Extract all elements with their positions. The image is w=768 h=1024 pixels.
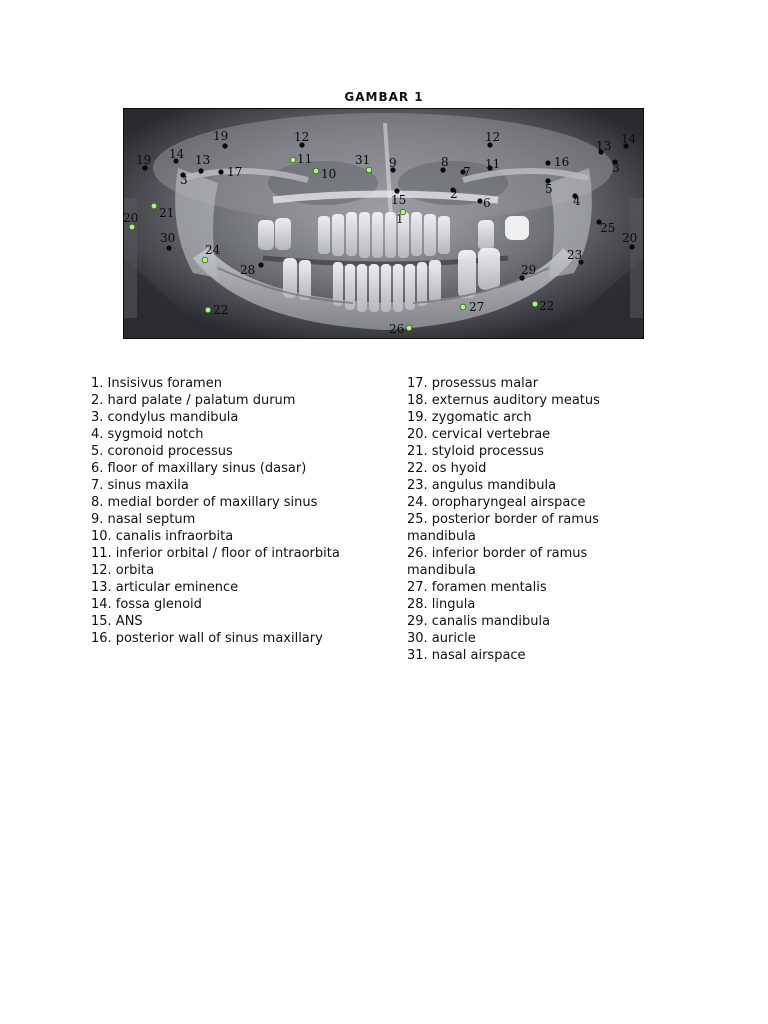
landmark-number: 15: [391, 193, 407, 207]
landmark-number: 10: [321, 167, 337, 181]
landmark-dot: [129, 224, 135, 230]
landmark-number: 20: [622, 231, 638, 245]
legend-item: 2. hard palate / palatum durum: [91, 393, 296, 408]
legend-item: 5. coronoid processus: [91, 444, 233, 459]
legend-item: 23. angulus mandibula: [407, 478, 557, 493]
landmark-number: 25: [600, 221, 616, 235]
landmark-number: 6: [483, 196, 491, 210]
legend-item: 18. externus auditory meatus: [407, 393, 600, 408]
landmark-number: 19: [136, 153, 152, 167]
landmark-number: 13: [195, 153, 211, 167]
landmark-number: 20: [123, 211, 139, 225]
landmark-dot: [198, 168, 203, 173]
legend-item: 24. oropharyngeal airspace: [407, 495, 586, 510]
xray-image: [123, 108, 644, 339]
legend-item: 19. zygomatic arch: [407, 410, 532, 425]
legend-item: 21. styloid processus: [407, 444, 544, 459]
legend-item: 26. inferior border of ramus mandibula: [407, 546, 588, 578]
landmark-dot: [205, 307, 211, 313]
landmark-dot: [460, 304, 466, 310]
landmark-dot: [313, 168, 319, 174]
legend-item: 9. nasal septum: [91, 512, 196, 527]
landmark-number: 12: [485, 130, 501, 144]
legend-item: 17. prosessus malar: [407, 376, 539, 391]
legend-item: 4. sygmoid notch: [91, 427, 204, 442]
legend-item: 10. canalis infraorbita: [91, 529, 234, 544]
legend-item: 7. sinus maxila: [91, 478, 189, 493]
legend-item: 13. articular eminence: [91, 580, 239, 595]
landmark-number: 31: [355, 153, 371, 167]
landmark-number: 14: [621, 132, 637, 146]
landmark-number: 29: [521, 263, 537, 277]
legend-item: 6. floor of maxillary sinus (dasar): [91, 461, 307, 476]
legend-item: 11. inferior orbital / floor of intraorbita: [91, 546, 340, 561]
legend-right-column: [407, 375, 647, 664]
landmark-number: 22: [213, 303, 229, 317]
legend-item: 29. canalis mandibula: [407, 614, 551, 629]
legend-item: 30. auricle: [407, 631, 476, 646]
landmark-dot: [202, 257, 208, 263]
landmark-number: 27: [469, 300, 485, 314]
landmark-number: 4: [573, 194, 581, 208]
landmark-number: 8: [441, 155, 449, 169]
landmark-number: 13: [596, 139, 612, 153]
figure-title: GAMBAR 1: [344, 90, 424, 104]
landmark-number: 17: [227, 165, 243, 179]
legend-left-column: [91, 375, 391, 647]
landmark-number: 28: [240, 263, 256, 277]
landmark-number: 23: [567, 248, 583, 262]
landmark-dot: [545, 160, 550, 165]
landmark-number: 11: [297, 152, 313, 166]
landmark-dot: [366, 167, 372, 173]
landmark-number: 26: [389, 322, 405, 336]
landmark-dot: [477, 198, 482, 203]
landmark-number: 12: [294, 130, 310, 144]
legend-item: 16. posterior wall of sinus maxillary: [91, 631, 323, 646]
landmark-dot: [151, 203, 157, 209]
landmark-number: 3: [612, 161, 620, 175]
landmark-number: 22: [539, 299, 555, 313]
landmark-dot: [532, 301, 538, 307]
landmark-number: 9: [389, 156, 397, 170]
landmark-number: 3: [180, 173, 188, 187]
legend-item: 28. lingula: [407, 597, 476, 612]
landmark-number: 11: [485, 157, 501, 171]
landmark-number: 14: [169, 147, 185, 161]
landmark-dot: [629, 244, 634, 249]
panoramic-xray-figure: [123, 108, 644, 339]
landmark-dot: [166, 245, 171, 250]
landmark-number: 1: [396, 212, 404, 226]
legend-item: 31. nasal airspace: [407, 648, 526, 663]
legend-item: 25. posterior border of ramus mandibula: [407, 512, 599, 544]
landmark-number: 7: [463, 165, 471, 179]
landmark-dot: [218, 169, 223, 174]
legend-item: 27. foramen mentalis: [407, 580, 547, 595]
landmark-dot: [222, 143, 227, 148]
landmark-dot: [290, 157, 296, 163]
legend-item: 8. medial border of maxillary sinus: [91, 495, 318, 510]
landmark-dot: [258, 262, 263, 267]
landmark-dot: [406, 325, 412, 331]
landmark-number: 16: [554, 155, 570, 169]
landmark-number: 21: [159, 206, 175, 220]
legend-item: 1. Insisivus foramen: [91, 376, 222, 391]
legend-item: 20. cervical vertebrae: [407, 427, 551, 442]
landmark-number: 19: [213, 129, 229, 143]
legend-item: 3. condylus mandibula: [91, 410, 239, 425]
landmark-number: 30: [160, 231, 176, 245]
legend-item: 15. ANS: [91, 614, 143, 629]
landmark-number: 24: [205, 243, 221, 257]
landmark-number: 2: [450, 187, 458, 201]
landmark-number: 5: [545, 182, 553, 196]
legend-item: 14. fossa glenoid: [91, 597, 202, 612]
legend-item: 12. orbita: [91, 563, 155, 578]
legend-item: 22. os hyoid: [407, 461, 487, 476]
